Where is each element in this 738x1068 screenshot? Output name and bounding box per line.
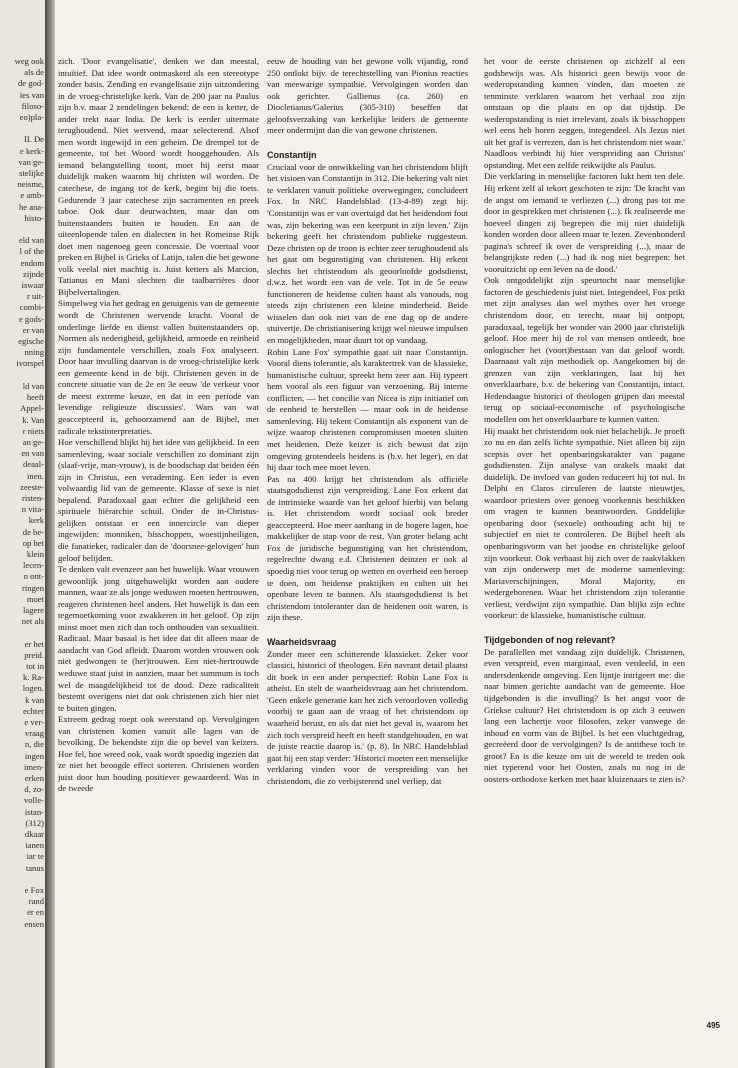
- left-fragment-line: filoso-: [21, 100, 44, 111]
- left-fragment-line: e ver-: [24, 716, 44, 727]
- left-fragment-line: moet: [26, 593, 44, 604]
- left-fragment-line: nning: [24, 347, 44, 358]
- left-fragment-line: Appel-: [20, 403, 44, 414]
- left-fragment-line: de be-: [22, 526, 44, 537]
- paragraph: Die verklaring in menselijke factoren lukt hem ten dele. Hij erkent zelf al tekort geschoten te zijn: 'De kracht van de angst om iemand te verliezen (...) drong pas tot me door in gesprekken met christenen (...). Ik realiseerde me hoeveel dingen zij begrepen die mij niet duidelijk konden worden door alleen maar te lezen. Zevenhonderd pagina's schreef ik over de verspreiding (...), maar de belangrijkste reden (...) had ik nog niet begrepen: het vooruitzicht op een leven na de dood.': [484, 171, 685, 274]
- left-fragment-line: iar te: [26, 851, 44, 862]
- left-fragment-line: istan-: [24, 806, 44, 817]
- left-fragment-line: preid.: [24, 649, 44, 660]
- paragraph: Zonder meer een schitterende klassieker. Zeker voor classici, historici of theologen. Eén navrant detail plaatst dit boek in een ander perspectief: Robin Lane Fox is atheïst. En stelt de waarheidsvraag aan het christendom. 'Geen enkele generatie kan het zich veroorloven volledig voorbij te gaan aan de vraag of het christendom op waarheid berust, en als dat niet het geval is, waarom het zich toch verspreid heeft en heeft standgehouden, en wat de juiste reactie daarop is.' (p. 8). In NRC Handelsblad gaat hij een stap verder: 'Historici moeten een menselijke verklaring vinden voor de verspreiding van het christendom, die zo verbijsterend snel verliep, dat: [267, 648, 468, 786]
- left-fragment-line: de god-: [17, 78, 44, 89]
- left-fragment-line: op het: [22, 537, 44, 548]
- section-heading: Tijdgebonden of nog relevant?: [484, 634, 616, 645]
- paragraph: Hij maakt het christendom ook niet belachelijk. Je proeft zo nu en dan zelfs lichte sympathie. Niet alleen bij zijn scepsis over het openbaringskarakter van pagane godsdiensten. Zijn analyse van orakels maakt dat duidelijk. De invloed van goden reduceert hij tot nul. In Delphi en Claros circuleren de laatste nieuwtjes, waardoor priesters over genoeg voorkennis beschikken om vragen te kunnen beantwoorden. Goddelijke openbaring door (sexuele) onthouding acht hij te subjectief en niet te controleren. De Bijbel heeft als openbaringsvorm van het joodse en christelijke geloof zijn voorkeur. Ook verbaast hij zich over de raakvlakken van zijn onderwerp met de moderne samenleving: Mariaverschijningen, Moral Majority, en wedergeborenen. Waar het christendom zijn tolerantie verliest, verdwijnt zijn sympathie. Dan blijkt zijn echte voorkeur: de klassieke, humanistische cultuur.: [484, 425, 685, 621]
- left-fragment-line: erken: [24, 773, 44, 783]
- left-fragment-line: echter: [23, 705, 44, 716]
- left-fragment-line: er het: [24, 638, 44, 649]
- left-fragment-line: [0, 123, 44, 134]
- column-3: [484, 56, 685, 785]
- left-fragment-line: he ana-: [18, 201, 44, 212]
- left-fragment-line: zeeste-: [20, 481, 44, 492]
- left-fragment-line: (312): [25, 817, 44, 828]
- left-fragment-line: ingen: [24, 750, 44, 761]
- left-fragment-line: endom: [20, 257, 44, 268]
- left-fragment-line: e kerk-: [19, 145, 44, 156]
- left-fragment-line: ensen: [24, 918, 44, 929]
- left-fragment-line: neisme,: [17, 179, 44, 190]
- left-fragment-line: [0, 874, 44, 885]
- left-fragment-line: stelijke: [19, 168, 44, 179]
- paragraph: het voor de eerste christenen op zichzelf al een godsbewijs was. Als historici geen bewijs voor de wederopstanding kunnen vinden, dan moeten ze tenminste verklaren waarom het verhaal zou zijn ontstaan op die plaats en op dat tijdstip. De wederopstanding is niet irrelevant, zoals ik bisschoppen wel eens heb horen zeggen, integendeel. Als Jezus niet uit het graf is verrezen, dan is het christendom niet waar.' Naadloos verbindt hij hier verspreiding aan Christus' opstanding. Met een zelfde reikwijdte als Paulus.: [484, 56, 685, 170]
- page-number: 495: [706, 1021, 720, 1030]
- paragraph: Robin Lane Fox' sympathie gaat uit naar Constantijn. Vooral diens tolerantie, als karaktertrek van de klassieke, humanistische cultuur, spreekt hem zeer aan. Hij typeert hem vooral als een figuur van verzoening. Bij interne conflicten, — het concilie van Nicea is zijn initiatief om de eenheid te herstellen — maar ook in de heidense samenleving. Hij tekent Constantijn als exponent van de wijze waarop christenen compromissen moeten sluiten met heidenen. Deze keizer is zich bewust dat zijn omgeving grotendeels heidens is (b.v. het leger), en dat hij daar toch mee moet leven.: [267, 346, 468, 473]
- left-fragment-line: e Fox: [24, 885, 44, 896]
- left-fragment-line: net als: [21, 616, 44, 627]
- left-fragment-line: l of the: [19, 246, 44, 257]
- left-fragment-line: ivorspel: [16, 358, 44, 369]
- left-fragment-line: k van: [25, 694, 44, 705]
- left-fragment-line: n, die: [24, 739, 44, 750]
- paragraph: Hoe verschillend blijkt hij het idee van gelijkheid. In een samenleving, waar sociale verschillen zo dominant zijn (slaaf-vrije, man-vrouw), is de boodschap dat beiden één zijn in Christus, een verademing. Een ieder is even volwaardig lid van de gemeente. Klasse of sexe is niet bepalend. Paradoxaal gaat echter die gelijkheid een spirituele hiërarchie schuil. Onder de in-Christus-gelijken ontstaat er een innercircle van dieper ingewijden: monniken, bisschoppen, woestijnheiligen, die fanatieker, radicaler dan de 'doorsnee-gelovigen' hun geloof belijden.: [58, 437, 259, 563]
- paragraph: Ook ontgoddelijkt zijn speurtocht naar menselijke factoren de geschiedenis juist niet. Integendeel, Fox prikt met zijn analyses dan wel mythes over het vroege christendom door, en terecht, maar hij ontpopt, paradoxaal, tegelijk het wonder van 2000 jaar christelijk geloof. Hoe meer hij de rol van mensen ontleedt, hoe onlogischer het (voort)bestaan van dat geloof wordt. Daarnaast valt zijn methodiek op. Aangekomen bij de grenzen van zijn verklaringen, laat hij het onverklaarbare, b.v. de bekering van Constantijn, intact. Hedendaagse historici of theologen grijpen dan meestal terug op sociaal-economische of psychologische modellen om het onverklaarbare te kunnen vatten.: [484, 275, 685, 424]
- left-fragment-line: [0, 627, 44, 638]
- left-fragment-line: dkaar: [24, 829, 44, 840]
- left-fragment-line: zijnde: [23, 268, 44, 279]
- left-fragment-line: rand: [28, 896, 44, 907]
- left-fragment-line: lecen-: [23, 560, 44, 571]
- paragraph: Simpelweg via het gedrag en getuigenis van de gemeente wordt de Christenen wervende kracht. Vooral de onderlinge liefde en dienst vallen buitenstaanders op. Normen als nederigheid, gelijkheid, armoede en reinheid zijn fundamentele verschillen, zoals Fox analyseert. Door haar invulling daarvan is de vroeg-christelijke kerk een gemeente kend in de bijt. Christenen geven in de concrete situatie van de 2e en 3e eeuw 'de verkeur voor de meest extreme keuze, en dat in een periode van levendige religieuze discussies'. Wars van wat geaccepteerd is, gehoorzamend aan de Bijbel, met radicale tekstinterpretaties.: [58, 298, 259, 436]
- left-fragment-line: ies van: [19, 89, 44, 100]
- left-fragment-line: histo-: [24, 212, 44, 223]
- left-fragment-line: tot in: [26, 660, 44, 671]
- section-heading: Constantijn: [267, 149, 317, 160]
- left-fragment-line: e gods-: [18, 313, 44, 324]
- left-fragment-line: als de: [24, 67, 44, 78]
- left-fragment-line: k. Ra-: [22, 672, 44, 683]
- left-fragment-line: eld van: [18, 235, 44, 246]
- left-fragment-line: n vita-: [21, 504, 44, 515]
- left-fragment-line: vraag: [24, 728, 44, 739]
- left-fragment-line: ianen: [25, 840, 44, 851]
- left-fragment-line: ringen: [22, 582, 44, 593]
- text-columns: [55, 56, 738, 1036]
- left-fragment-line: tanus: [25, 862, 44, 873]
- left-fragment-line: r uit-: [27, 291, 44, 302]
- left-fragment-line: e amb-: [20, 190, 44, 201]
- left-fragment-line: eo)pla-: [19, 112, 44, 123]
- left-fragment-line: II. De: [23, 134, 44, 145]
- section-heading: Waarheidsvraag: [267, 636, 337, 647]
- left-fragment-line: klein: [26, 548, 44, 559]
- left-fragment-line: ld van: [22, 380, 44, 391]
- left-fragment-line: [0, 370, 44, 381]
- paragraph: Extreem gedrag roept ook weerstand op. Vervolgingen van christenen komen vanuit alle lagen van de bevolking. De bekendste zijn die op bevel van keizers. Hoe fel, hoe wreed ook, vaak wordt spoedig ingezien dat ze niet het beoogde effect sorteren. Christenen worden juist door hun houding positiever gewaardeerd. Was in de tweede: [58, 714, 259, 794]
- left-fragment-line: iswaar: [21, 280, 44, 291]
- left-fragment-line: combi-: [19, 302, 44, 313]
- column-2: [267, 56, 468, 787]
- paragraph: Pas na 400 krijgt het christendom als officiële staatsgodsdienst zijn verspreiding. Lane Fox erkent dat de intrinsieke waarde van het geloof hierbij van belang is. Het christendom wordt sociaal ook breder geaccepteerd. Hoe meer aanhang in de hogere lagen, hoe makkelijker de stap voor de rest. Van groter belang acht Fox de juridische begunstiging van het christendom, regelrechte dwang e.d. Christenen deinzen er ook al spoedig niet voor terug op wetten en overheid een beroep te doen, om heidense praktijken en culten uit het openbare leven te bannen. Als staatsgodsdienst is het christendom intoleranter dan de heidenen ooit waren, is zijn these.: [267, 473, 468, 623]
- left-fragment-line: en van: [21, 448, 44, 459]
- left-fragment-line: r niets: [22, 425, 44, 436]
- left-page-fragment: [0, 0, 48, 1068]
- left-fragment-line: d, zo-: [24, 784, 44, 795]
- left-fragment-line: risten-: [22, 492, 44, 503]
- left-fragment-line: n ont-: [23, 571, 44, 582]
- paragraph: Cruciaal voor de ontwikkeling van het christendom blijft het visioen van Constantijn in 312. Die bekering valt niet te verklaren vanuit politieke overwegingen, concludeert Fox. In NRC Handelsblad (13-4-89) zegt hij: 'Constantijn was er van overtuigd dat het heidendom fout was, zijn bekering was een keerpunt in zijn leven.' Zijn bekering geeft het christendom publieke ruggesteun. Deze christen op de troon is echter zeer terughoudend als het gaat om begunstiging van christenen. Hij erkent slechts het christendom als geoorloofde godsdienst, d.w.z. het wordt een van de vele. Tot in de 5e eeuw functioneren de heidense culten haast als vanouds, nog steeds zijn christenen een kleine minderheid. Beide wisselen dan ook niet van de ene dag op de andere stuivertje. De christianisering krijgt wel nieuwe impulsen en mogelijkheden, maar duurt tot op vandaag.: [267, 161, 468, 346]
- left-fragment-line: lagere: [23, 604, 44, 615]
- left-fragment-line: k. Van: [22, 414, 44, 425]
- left-fragment-line: [0, 224, 44, 235]
- left-page-text: [0, 56, 44, 930]
- paragraph: De parallellen met vandaag zijn duidelijk. Christenen, even verspreid, even marginaal, even verdeeld, in een andersdenkende omgeving. Een lijntje intrigeert me: die naar binnen gerichte aandacht van de gemeente. Hoe tijdgebonden is die invulling? Is het angst voor de Griekse cultuur? Het christendom is op zich 3 eeuwen lang een lachertje voor filosofen, zeker vanwege de inhoud en vorm van de Bijbel. Is het een vluchtgedrag, gecreëerd door de vervolgingen? Is de antithese toch te groot? En is die keuze om uit de wereld te treden ook niet typerend voor het Oosten, zoals nu nog in de oosters-orthodoxe kerken met haar kluizenaars te zien is?: [484, 646, 685, 784]
- left-fragment-line: er van: [22, 324, 44, 335]
- left-fragment-line: er en: [27, 907, 44, 918]
- paragraph: Te denken valt evenzeer aan het huwelijk. Waar vrouwen gewoonlijk jong uitgehuwelijkt worden aan oudere mannen, waar ze als jonge weduwen moeten hertrouwen, reageren christenen heel anders. Het huwelijk is dan een tegemoetkoming voor zwakkeren in het geloof. Op zijn minst moet men zich dan toch onthouden van sexualiteit. Radicaal. Maar basaal is het idee dat dit alleen maar de aandacht van God afleidt. Daarom worden vrouwen ook niet gedwongen te (her)trouwen. Een niet-hertrouwde weduwe staat juist in aanzien, maar het summum is toch wel de maagdelijkheid tot de dood. Deze radicaliteit bestemt overigens niet dat ook christenen zich hier niet te buiten gingen.: [58, 564, 259, 713]
- column-1: [58, 56, 259, 795]
- left-fragment-line: volle-: [23, 795, 44, 806]
- left-fragment-line: egische: [18, 336, 44, 347]
- paragraph: eeuw de houding van het gewone volk vijandig, rond 250 ontlokt bijv. de terechtstelling van Pionius reacties van meewarige sympathie. Vervolgingen worden dan ook gerichter. Gallienus (ca. 260) en Diocletianus/Galerius (305-310) beseffen dat geloofsverzaking van kerkelijke leiders de gemeente meer ondermijnt dan die van gewone christenen.: [267, 56, 468, 136]
- left-fragment-line: an ge-: [22, 436, 44, 447]
- paragraph: zich. 'Door evangelisatie', denken we dan meestal, intuïtief. Dat idee wordt ontmaskerd als een stereotype zonder basis. Zending en evangelisatie zijn uitzondering in de vroeg-christelijke kerk. Van de 200 jaar na Paulus zijn b.v. maar 2 zendelingen bekend: de een is ketter, de ander trekt naar India. De kerk is eerder uitermate terughoudend. Niet wervend, maar selecterend. Alsof men wordt ingewijd in een geheim. De drempel tot de gemeente, tot het Woord wordt hooggehouden. Als iemand belangstelling toont, moet hij eerst maar duidelijk maken waarom hij christen wil worden. De catechese, de ingang tot de kerk, begint bij die toets. Gedurende 3 jaar catechese zijn sacramenten en preek taboe. Ook daar deurwachten, maar dan om buitenstaanders buiten te houden. En aan de uiteenlopende talen en dialecten in het Romeinse Rijk doet men nagenoeg geen concessie. De voertaal voor preken en Bijbel is Grieks of Latijn, talen die het gewone volk veelal niet machtig is. Juist ketters als Marcion, Tatianus en Mani slechten die taalbarrières door Bijbelvertalingen.: [58, 56, 259, 297]
- left-fragment-line: logen.: [22, 683, 44, 694]
- left-fragment-line: kerk: [28, 515, 44, 526]
- left-fragment-line: inen.: [27, 470, 44, 481]
- left-fragment-line: heeft: [26, 392, 44, 403]
- left-fragment-line: van ge-: [18, 156, 44, 167]
- left-fragment-line: weg ook: [14, 56, 44, 66]
- left-fragment-line: deaal-: [23, 459, 44, 470]
- left-fragment-line: imen-: [23, 761, 44, 772]
- main-page: [55, 0, 738, 1068]
